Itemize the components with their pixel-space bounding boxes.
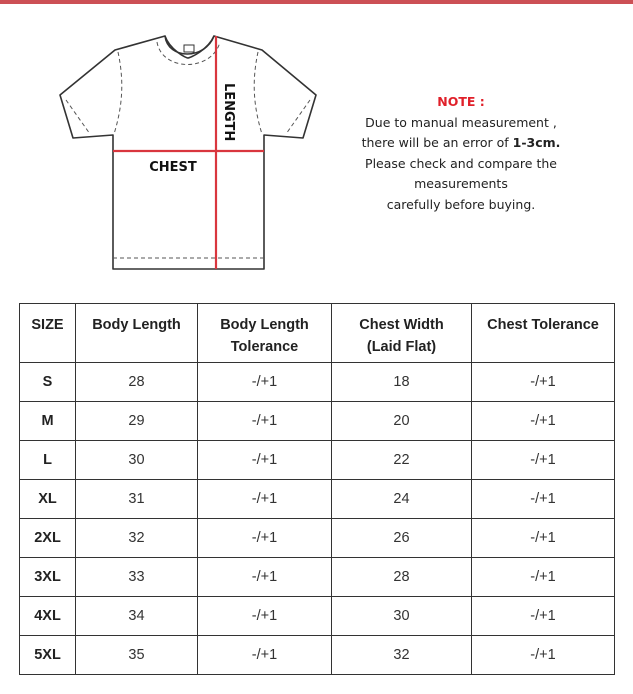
table-row [20,402,615,441]
header-size: SIZE [20,304,76,363]
note-title: NOTE : [437,94,485,109]
cell-body-length-tolerance: -/+1 [198,519,332,558]
header-body-length-tolerance: Body Length Tolerance [198,304,332,363]
tshirt-outline [60,36,316,269]
cell-body-length: 30 [76,441,198,480]
note-line-3: Please check and compare the measurements [365,155,557,191]
table-row [20,363,615,402]
top-accent-bar [0,0,633,4]
cell-chest-width: 20 [332,402,472,441]
cell-chest-tolerance: -/+1 [472,558,615,597]
cell-body-length-tolerance: -/+1 [198,480,332,519]
cell-chest-tolerance: -/+1 [472,441,615,480]
note-line-1: Due to manual measurement , [365,114,557,130]
header-chest-tolerance: Chest Tolerance [472,304,615,363]
cell-size: 2XL [20,519,76,558]
cell-chest-tolerance: -/+1 [472,636,615,675]
table-row [20,519,615,558]
table-row [20,558,615,597]
header-chest-width: Chest Width (Laid Flat) [332,304,472,363]
note-line-2-text: there will be an error of [361,135,513,150]
cell-chest-tolerance: -/+1 [472,363,615,402]
cell-body-length: 28 [76,363,198,402]
cell-body-length: 35 [76,636,198,675]
cell-chest-width: 30 [332,597,472,636]
size-chart-table [19,303,615,675]
cell-chest-width: 22 [332,441,472,480]
cell-chest-width: 26 [332,519,472,558]
cell-body-length-tolerance: -/+1 [198,402,332,441]
measurement-note [320,92,602,215]
length-label: LENGTH [221,83,236,142]
tshirt-diagram [40,30,340,280]
cell-body-length: 29 [76,402,198,441]
cell-size: S [20,363,76,402]
table-row [20,441,615,480]
table-header-row [20,304,615,363]
note-line-4: carefully before buying. [386,196,536,212]
cell-chest-tolerance: -/+1 [472,402,615,441]
header-body-length: Body Length [76,304,198,363]
cell-body-length: 31 [76,480,198,519]
cell-chest-width: 32 [332,636,472,675]
cell-body-length: 32 [76,519,198,558]
table-row [20,636,615,675]
cell-chest-width: 18 [332,363,472,402]
note-line-2 [320,133,602,154]
cell-size: M [20,402,76,441]
chest-label: CHEST [149,160,197,175]
cell-body-length-tolerance: -/+1 [198,597,332,636]
cell-size: L [20,441,76,480]
garment-tag-icon [184,45,194,52]
table-row [20,597,615,636]
cell-body-length-tolerance: -/+1 [198,441,332,480]
cell-size: XL [20,480,76,519]
cell-body-length-tolerance: -/+1 [198,363,332,402]
cell-size: 3XL [20,558,76,597]
cell-chest-width: 24 [332,480,472,519]
table-row [20,480,615,519]
cell-size: 5XL [20,636,76,675]
cell-body-length-tolerance: -/+1 [198,636,332,675]
note-error-range: 1-3cm. [512,135,561,150]
cell-chest-tolerance: -/+1 [472,480,615,519]
cell-body-length: 34 [76,597,198,636]
cell-chest-tolerance: -/+1 [472,519,615,558]
cell-chest-tolerance: -/+1 [472,597,615,636]
cell-body-length-tolerance: -/+1 [198,558,332,597]
cell-chest-width: 28 [332,558,472,597]
cell-body-length: 33 [76,558,198,597]
cell-size: 4XL [20,597,76,636]
